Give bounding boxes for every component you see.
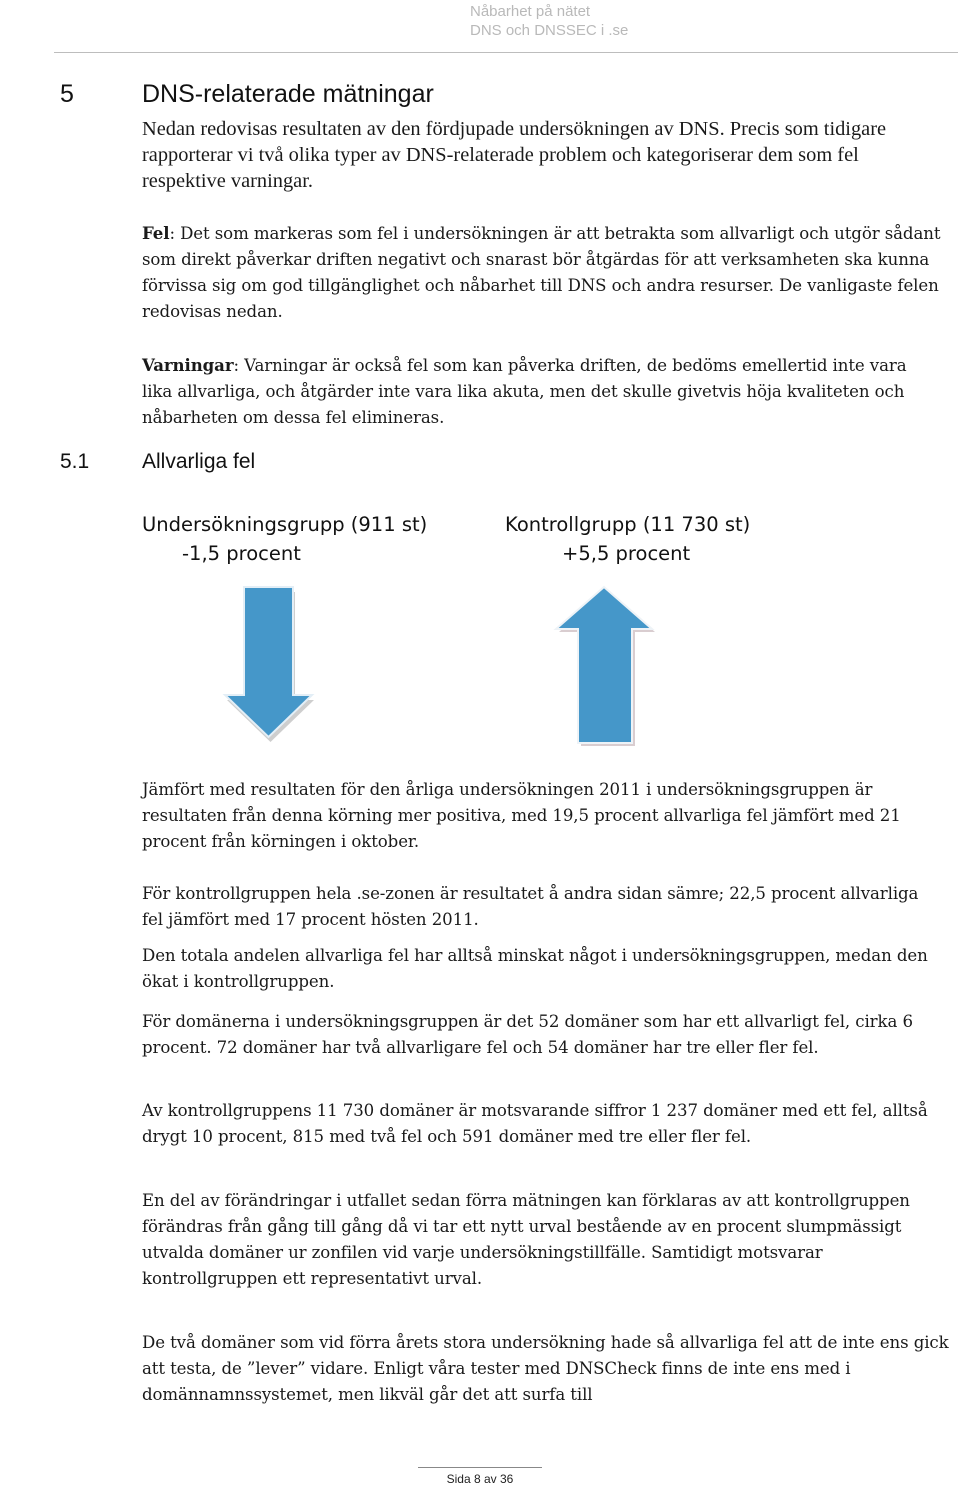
running-header [470, 2, 670, 40]
study-group-block [142, 510, 462, 568]
footer-rule [418, 1467, 542, 1468]
fel-definition [142, 220, 942, 325]
control-group-block [505, 510, 805, 568]
varningar-text: : Varningar är också fel som kan påverka driften, de bedöms emellertid inte vara lika allvarliga, och åtgärder inte vara lika akuta, men det skulle givetvis höja kvaliteten och nåbarheten om dessa fel elimineras. [142, 356, 907, 427]
control-group-label: Kontrollgrupp (11 730 st) [505, 513, 751, 536]
results-paragraph-7: De två domäner som vid förra årets stora undersökning hade så allvarliga fel att de inte ens gick att testa, de ”lever” vidare. Enligt våra tester med DNSCheck finns de inte ens med i domännamnssystemet, men likväl går det att surfa till [142, 1333, 949, 1404]
arrow-up-icon [552, 583, 662, 748]
header-line-1: Nåbarhet på nätet [470, 3, 591, 20]
header-line-2: DNS och DNSSEC i .se [470, 22, 629, 39]
results-paragraph-4: För domänerna i undersökningsgruppen är det 52 domäner som har ett allvarligt fel, cirka 6 procent. 72 domäner har två allvarligare fel och 54 domäner har tre eller fler fel. [142, 1012, 913, 1057]
results-paragraph-1: Jämfört med resultaten för den årliga undersökningen 2011 i undersökningsgruppen är resultaten från denna körning mer positiva, med 19,5 procent allvarliga fel jämfört med 21 procent från körningen i oktober. [142, 780, 901, 851]
arrow-down-icon [220, 583, 315, 743]
results-paragraph-2: För kontrollgruppen hela .se-zonen är resultatet å andra sidan sämre; 22,5 procent allvarliga fel jämfört med 17 procent hösten 2011. [142, 884, 919, 929]
control-group-change: +5,5 procent [562, 542, 691, 565]
study-group-change: -1,5 procent [182, 542, 301, 565]
intro-paragraph: Nedan redovisas resultaten av den fördjupade undersökningen av DNS. Precis som tidigare rapporterar vi två olika typer av DNS-relaterade problem och kategoriserar dem som fel respektive varningar. [142, 118, 887, 192]
results-paragraph-3: Den totala andelen allvarliga fel har alltså minskat något i undersökningsgruppen, medan den ökat i kontrollgruppen. [142, 946, 928, 991]
header-rule [54, 52, 958, 53]
study-group-label: Undersökningsgrupp (911 st) [142, 513, 428, 536]
page-number: Sida 8 av 36 [446, 1472, 514, 1486]
varningar-definition [142, 352, 932, 431]
subsection-title: Allvarliga fel [142, 450, 256, 473]
section-number: 5 [60, 80, 74, 108]
section-title: DNS-relaterade mätningar [142, 80, 434, 108]
arrow-up-shape [556, 587, 652, 743]
subsection-number: 5.1 [60, 450, 90, 473]
varningar-term: Varningar [142, 355, 234, 375]
results-paragraph-6: En del av förändringar i utfallet sedan förra mätningen kan förklaras av att kontrollgruppen förändras från gång till gång då vi tar ett nytt urval bestående av en procent slumpmässigt utvalda domäner ur zonfilen vid varje undersökningstillfälle. Samtidigt motsvarar kontrollgruppen ett representativt urval. [142, 1191, 910, 1288]
fel-text: : Det som markeras som fel i undersökningen är att betrakta som allvarligt och utgör sådant som direkt påverkar driften negativt och snarast bör åtgärdas för att verksamheten ska kunna förvissa sig om god tillgänglighet och nåbarhet till DNS och andra resurser. De vanligaste felen redovisas nedan. [142, 224, 941, 321]
results-paragraph-5: Av kontrollgruppens 11 730 domäner är motsvarande siffror 1 237 domäner med ett fel, alltså drygt 10 procent, 815 med två fel och 591 domäner med tre eller fler fel. [142, 1101, 928, 1146]
fel-term: Fel [142, 223, 170, 243]
section-heading [60, 80, 434, 109]
subsection-heading [60, 450, 255, 474]
